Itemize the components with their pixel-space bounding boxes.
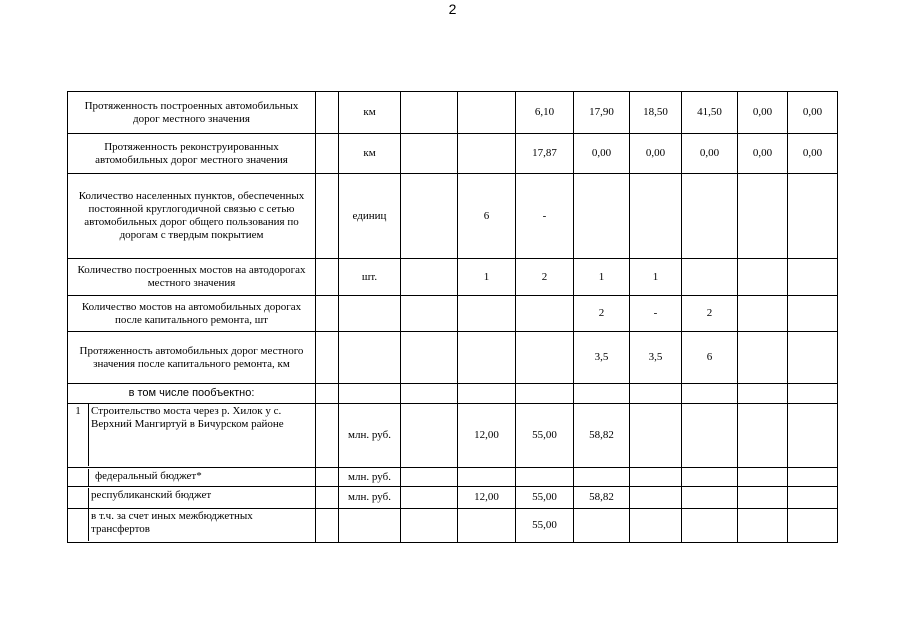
value-cell (788, 487, 838, 509)
value-cell (574, 468, 630, 487)
spacer-cell (316, 487, 339, 509)
value-cell (738, 487, 788, 509)
value-cell (401, 468, 458, 487)
unit-cell (339, 509, 401, 543)
value-cell: 6 (458, 174, 516, 259)
value-cell (401, 174, 458, 259)
value-cell (788, 259, 838, 296)
unit-cell: км (339, 92, 401, 134)
spacer-cell (316, 134, 339, 174)
indicator-name: Количество мостов на автомобильных дорогах после капитального ремонта, шт (68, 296, 316, 332)
row-index: 1 (68, 404, 89, 466)
row-index (68, 469, 89, 486)
value-cell (788, 174, 838, 259)
spacer-cell (316, 332, 339, 384)
value-cell: 0,00 (738, 134, 788, 174)
value-cell (516, 332, 574, 384)
value-cell (682, 174, 738, 259)
value-cell (738, 384, 788, 404)
value-cell: 6,10 (516, 92, 574, 134)
value-cell (574, 384, 630, 404)
value-cell (458, 509, 516, 543)
value-cell: 0,00 (630, 134, 682, 174)
value-cell (401, 332, 458, 384)
spacer-cell (316, 92, 339, 134)
unit-cell (339, 384, 401, 404)
value-cell (682, 384, 738, 404)
spacer-cell (316, 259, 339, 296)
indicator-name: в том числе пообъектно: (68, 384, 316, 404)
table-row (68, 174, 838, 259)
value-cell (788, 332, 838, 384)
object-cell (68, 509, 316, 543)
spacer-cell (316, 509, 339, 543)
value-cell: 0,00 (682, 134, 738, 174)
unit-cell: шт. (339, 259, 401, 296)
value-cell (401, 259, 458, 296)
value-cell (401, 134, 458, 174)
value-cell (738, 509, 788, 543)
object-cell (68, 468, 316, 487)
value-cell (574, 509, 630, 543)
value-cell (516, 296, 574, 332)
value-cell: 1 (574, 259, 630, 296)
value-cell (682, 404, 738, 468)
value-cell: 12,00 (458, 404, 516, 468)
spacer-cell (316, 296, 339, 332)
table-row (68, 468, 838, 487)
unit-cell: единиц (339, 174, 401, 259)
unit-cell (339, 296, 401, 332)
row-index (68, 488, 89, 508)
value-cell (738, 174, 788, 259)
table-row (68, 259, 838, 296)
value-cell (516, 384, 574, 404)
object-cell (68, 487, 316, 509)
unit-cell: млн. руб. (339, 404, 401, 468)
value-cell (738, 259, 788, 296)
page-number: 2 (448, 1, 457, 17)
value-cell: 0,00 (788, 92, 838, 134)
value-cell (401, 487, 458, 509)
value-cell (738, 296, 788, 332)
indicator-name: Строительство моста через р. Хилок у с. Верхний Мангиртуй в Бичурском районе (91, 405, 284, 430)
value-cell: 17,90 (574, 92, 630, 134)
indicator-name: Протяженность построенных автомобильных дорог местного значения (68, 92, 316, 134)
value-cell (788, 404, 838, 468)
unit-cell: км (339, 134, 401, 174)
value-cell: - (630, 296, 682, 332)
value-cell: 0,00 (574, 134, 630, 174)
value-cell: 6 (682, 332, 738, 384)
unit-cell (339, 332, 401, 384)
value-cell (630, 404, 682, 468)
unit-cell: млн. руб. (339, 487, 401, 509)
table-row (68, 509, 838, 543)
value-cell: 41,50 (682, 92, 738, 134)
indicator-name: в т.ч. за счет иных межбюджетных трансфертов (91, 510, 253, 535)
value-cell (630, 468, 682, 487)
value-cell (738, 468, 788, 487)
value-cell: 1 (630, 259, 682, 296)
row-index (68, 509, 89, 541)
value-cell (788, 509, 838, 543)
unit-cell: млн. руб. (339, 468, 401, 487)
value-cell (458, 134, 516, 174)
table-row (68, 296, 838, 332)
spacer-cell (316, 384, 339, 404)
spacer-cell (316, 404, 339, 468)
indicator-name: республиканский бюджет (91, 488, 212, 501)
value-cell (738, 404, 788, 468)
indicator-name: Протяженность реконструированных автомобильных дорог местного значения (68, 134, 316, 174)
value-cell (574, 174, 630, 259)
spacer-cell (316, 468, 339, 487)
indicators-table (67, 91, 838, 543)
value-cell (788, 384, 838, 404)
table-row (68, 92, 838, 134)
value-cell: 2 (516, 259, 574, 296)
value-cell: 17,87 (516, 134, 574, 174)
value-cell: 2 (682, 296, 738, 332)
value-cell (401, 404, 458, 468)
value-cell (630, 384, 682, 404)
table-row (68, 487, 838, 509)
value-cell (516, 468, 574, 487)
value-cell: 55,00 (516, 404, 574, 468)
value-cell (788, 296, 838, 332)
value-cell (682, 468, 738, 487)
value-cell: 1 (458, 259, 516, 296)
value-cell (682, 259, 738, 296)
indicator-name: Протяженность автомобильных дорог местного значения после капитального ремонта, км (68, 332, 316, 384)
value-cell (630, 174, 682, 259)
value-cell: 3,5 (574, 332, 630, 384)
value-cell (630, 509, 682, 543)
indicator-name: федеральный бюджет* (95, 469, 202, 482)
value-cell (401, 296, 458, 332)
value-cell (458, 384, 516, 404)
value-cell (458, 296, 516, 332)
value-cell (458, 92, 516, 134)
value-cell: 0,00 (738, 92, 788, 134)
table-row (68, 384, 838, 404)
value-cell: - (516, 174, 574, 259)
value-cell (682, 509, 738, 543)
value-cell: 55,00 (516, 487, 574, 509)
value-cell: 55,00 (516, 509, 574, 543)
value-cell: 18,50 (630, 92, 682, 134)
object-cell (68, 404, 316, 468)
value-cell: 12,00 (458, 487, 516, 509)
value-cell: 58,82 (574, 487, 630, 509)
indicator-name: Количество населенных пунктов, обеспеченных постоянной круглогодичной связью с сетью автомобильных дорог общего пользования по дорогам с твердым покрытием (68, 174, 316, 259)
value-cell (458, 468, 516, 487)
value-cell: 2 (574, 296, 630, 332)
value-cell: 3,5 (630, 332, 682, 384)
table-row (68, 404, 838, 468)
table-row (68, 332, 838, 384)
spacer-cell (316, 174, 339, 259)
indicator-name: Количество построенных мостов на автодорогах местного значения (68, 259, 316, 296)
value-cell (682, 487, 738, 509)
value-cell (401, 509, 458, 543)
value-cell (788, 468, 838, 487)
value-cell (738, 332, 788, 384)
table-row (68, 134, 838, 174)
value-cell: 0,00 (788, 134, 838, 174)
value-cell (458, 332, 516, 384)
value-cell (401, 384, 458, 404)
value-cell (401, 92, 458, 134)
value-cell (630, 487, 682, 509)
value-cell: 58,82 (574, 404, 630, 468)
